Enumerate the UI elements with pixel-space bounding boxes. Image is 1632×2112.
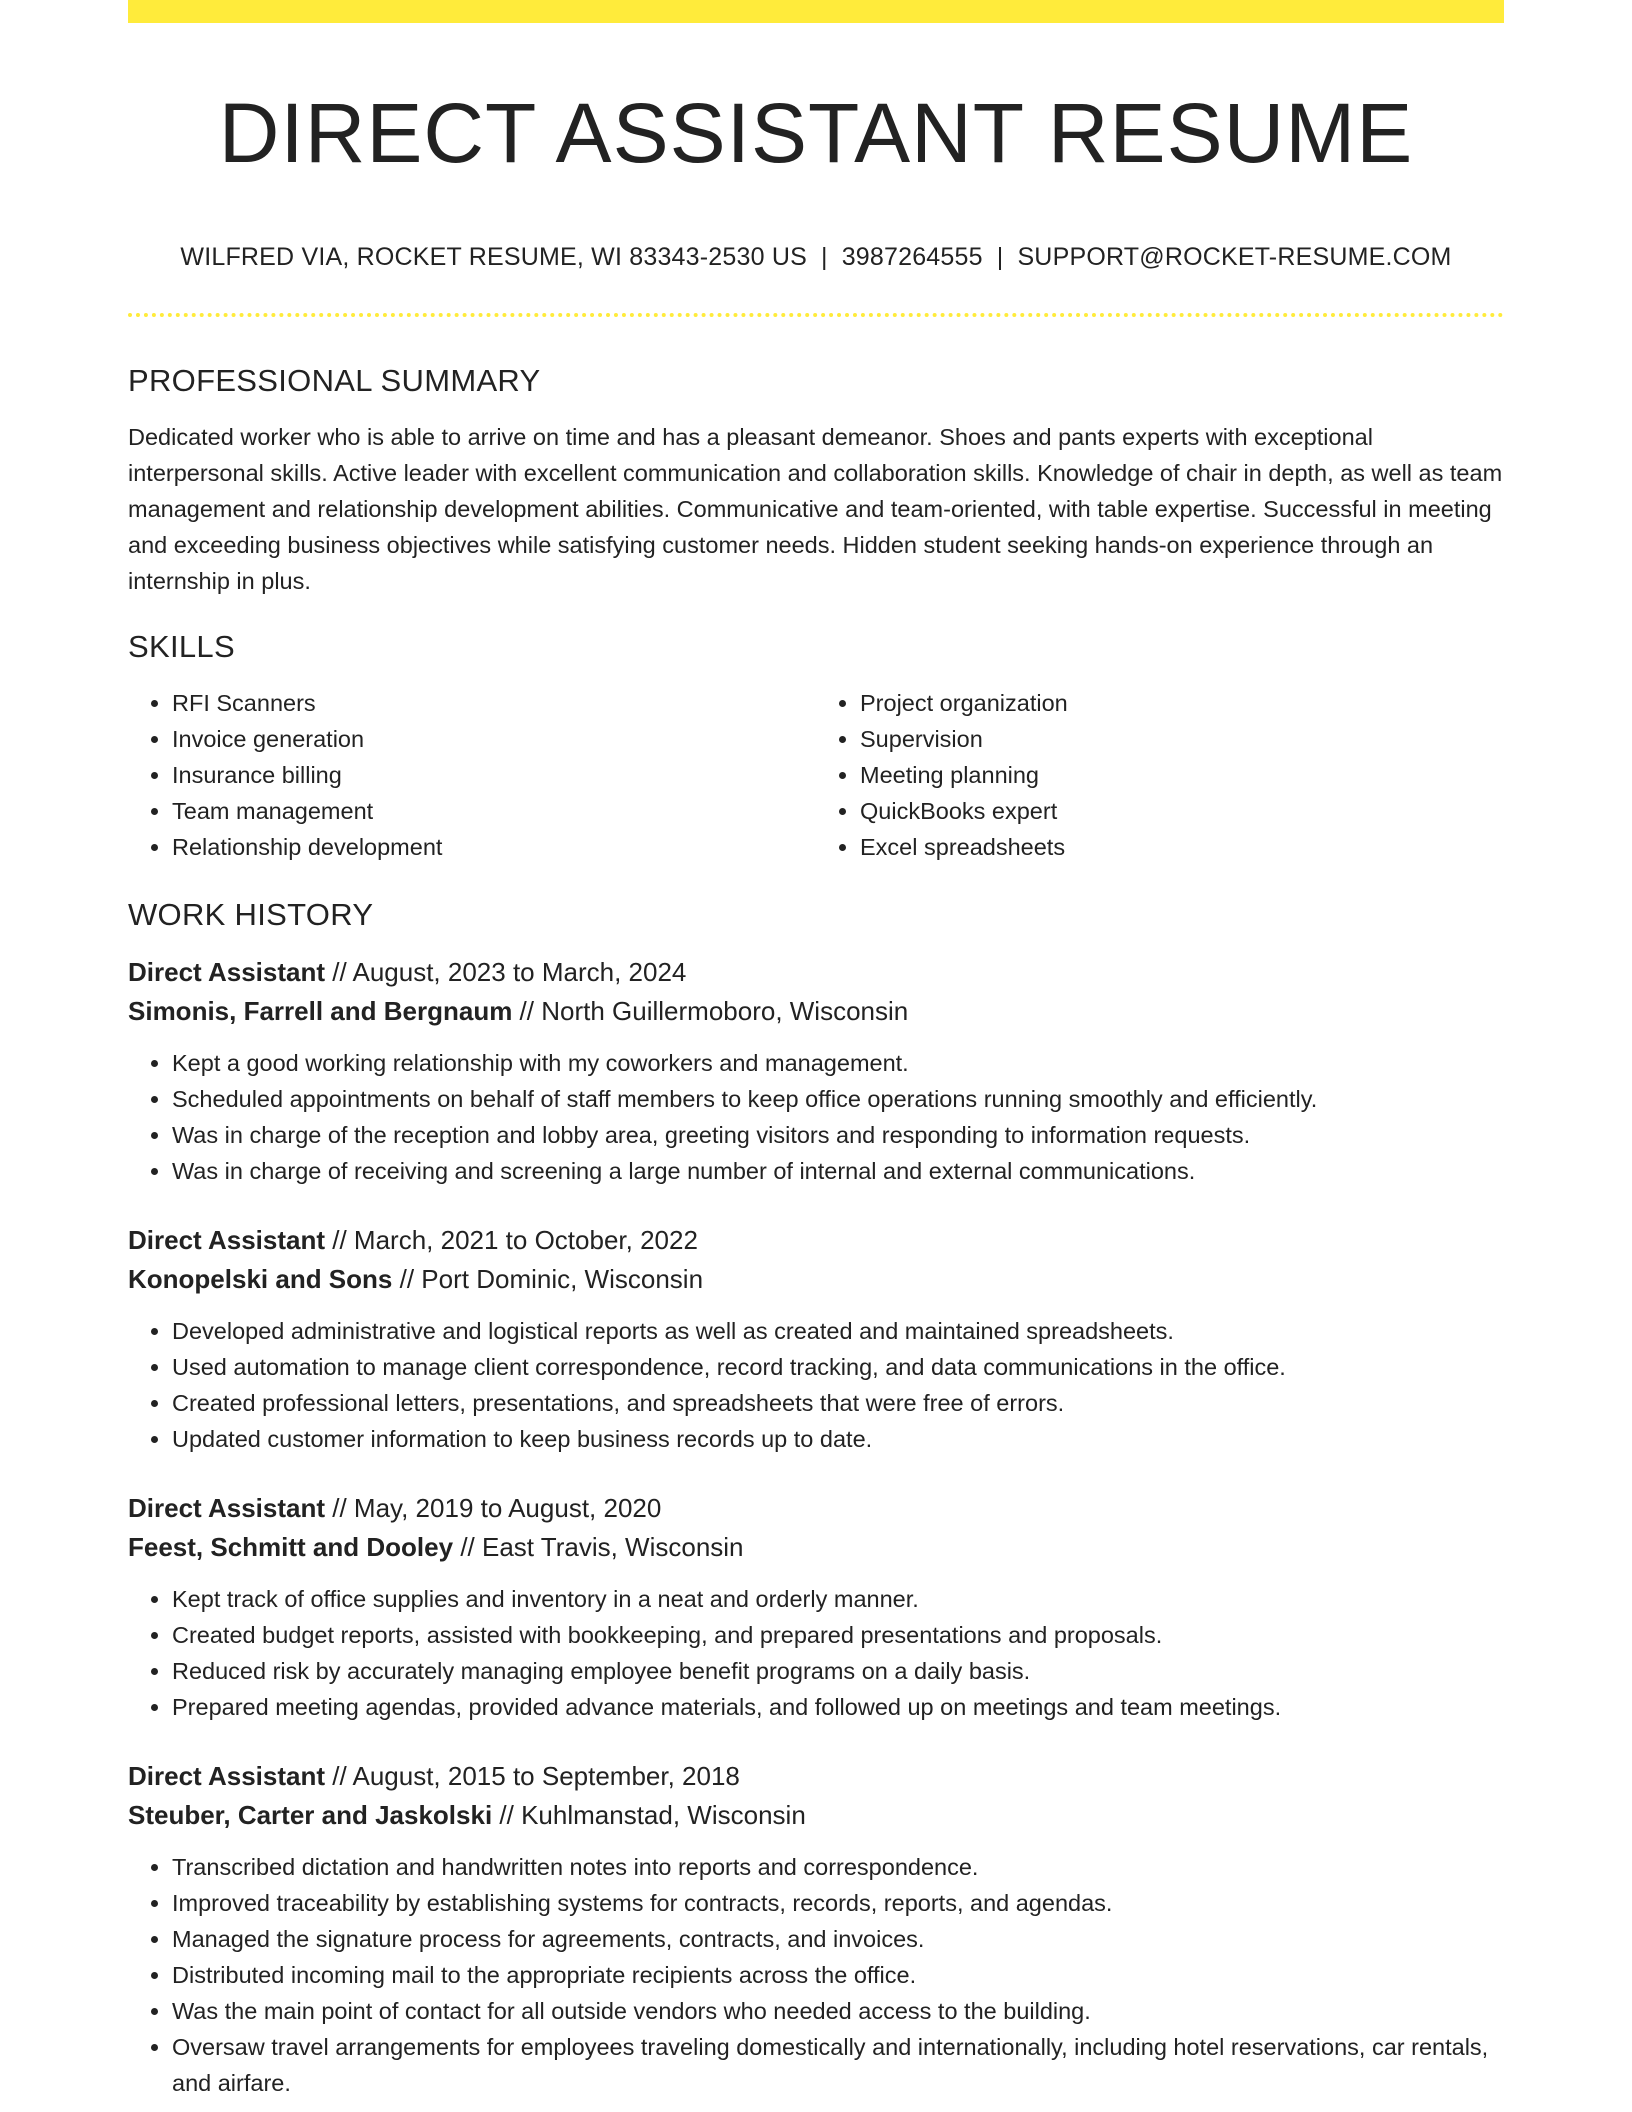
job-bullet: • Was in charge of receiving and screening a large number of internal and external communications. bbox=[172, 1153, 1504, 1189]
job-location: Kuhlmanstad, Wisconsin bbox=[521, 1800, 806, 1830]
job-separator: // bbox=[332, 957, 347, 987]
job-bullet: • Managed the signature process for agreements, contracts, and invoices. bbox=[172, 1921, 1504, 1957]
job-dates: August, 2015 to September, 2018 bbox=[352, 1761, 740, 1791]
job-company-line bbox=[128, 1260, 1504, 1299]
job-company: Konopelski and Sons bbox=[128, 1264, 393, 1294]
job-title: Direct Assistant bbox=[128, 1225, 325, 1255]
job-separator: // bbox=[499, 1800, 514, 1830]
job-bullet: • Prepared meeting agendas, provided advance materials, and followed up on meetings and team meetings. bbox=[172, 1689, 1504, 1725]
skill-item: • Supervision bbox=[860, 721, 1504, 757]
job-title: Direct Assistant bbox=[128, 1761, 325, 1791]
job-bullet: • Improved traceability by establishing systems for contracts, records, reports, and agendas. bbox=[172, 1885, 1504, 1921]
job-entry bbox=[128, 953, 1504, 1189]
job-bullet: • Distributed incoming mail to the appropriate recipients across the office. bbox=[172, 1957, 1504, 1993]
job-company: Feest, Schmitt and Dooley bbox=[128, 1532, 454, 1562]
job-separator: // bbox=[332, 1761, 347, 1791]
job-entry bbox=[128, 1221, 1504, 1457]
job-bullet: • Created professional letters, presentations, and spreadsheets that were free of errors. bbox=[172, 1385, 1504, 1421]
job-separator: // bbox=[332, 1225, 347, 1255]
contact-line bbox=[128, 241, 1504, 273]
job-bullet: • Developed administrative and logistical reports as well as created and maintained spreadsheets. bbox=[172, 1313, 1504, 1349]
job-bullet: • Oversaw travel arrangements for employees traveling domestically and internationally, including hotel reservations, car rentals, and airfare. bbox=[172, 2029, 1504, 2101]
contact-phone: 3987264555 bbox=[841, 243, 983, 271]
skill-item: • Insurance billing bbox=[172, 757, 816, 793]
resume-page bbox=[128, 0, 1504, 2101]
job-title: Direct Assistant bbox=[128, 1493, 325, 1523]
job-location: Port Dominic, Wisconsin bbox=[421, 1264, 704, 1294]
job-bullet-list bbox=[128, 1313, 1504, 1457]
job-bullet-list bbox=[128, 1581, 1504, 1725]
job-bullet-list bbox=[128, 1045, 1504, 1189]
contact-email: SUPPORT@ROCKET-RESUME.COM bbox=[1017, 243, 1452, 271]
job-bullet: • Created budget reports, assisted with bookkeeping, and prepared presentations and proposals. bbox=[172, 1617, 1504, 1653]
job-company-line bbox=[128, 992, 1504, 1031]
skill-item: • QuickBooks expert bbox=[860, 793, 1504, 829]
job-title: Direct Assistant bbox=[128, 957, 325, 987]
summary-text: Dedicated worker who is able to arrive on time and has a pleasant demeanor. Shoes and pants experts with exceptional interpersonal skills. Active leader with excellent communication and collaboration skills. Knowledge of chair in depth, as well as team management and relationship development abilities. Communicative and team-oriented, with table expertise. Successful in meeting and exceeding business objectives while satisfying customer needs. Hidden student seeking hands-on experience through an internship in plus. bbox=[128, 424, 1503, 594]
skills-heading: SKILLS bbox=[128, 629, 235, 664]
skill-item: • Excel spreadsheets bbox=[860, 829, 1504, 865]
job-bullet: • Kept a good working relationship with my coworkers and management. bbox=[172, 1045, 1504, 1081]
work-history-heading: WORK HISTORY bbox=[128, 897, 374, 932]
job-bullet: • Updated customer information to keep business records up to date. bbox=[172, 1421, 1504, 1457]
job-separator: // bbox=[399, 1264, 415, 1294]
job-bullet: • Transcribed dictation and handwritten notes into reports and correspondence. bbox=[172, 1849, 1504, 1885]
skill-item: • Project organization bbox=[860, 685, 1504, 721]
job-bullet: • Used automation to manage client correspondence, record tracking, and data communications in the office. bbox=[172, 1349, 1504, 1385]
job-dates: May, 2019 to August, 2020 bbox=[353, 1493, 662, 1523]
skills-column-right bbox=[816, 685, 1504, 865]
job-bullet: • Reduced risk by accurately managing employee benefit programs on a daily basis. bbox=[172, 1653, 1504, 1689]
contact-address: WILFRED VIA, ROCKET RESUME, WI 83343-2530 US bbox=[180, 243, 807, 271]
contact-separator: | bbox=[820, 243, 828, 271]
job-bullet: • Was in charge of the reception and lobby area, greeting visitors and responding to information requests. bbox=[172, 1117, 1504, 1153]
job-bullet-list bbox=[128, 1849, 1504, 2101]
summary-heading: PROFESSIONAL SUMMARY bbox=[128, 363, 541, 398]
job-separator: // bbox=[460, 1532, 475, 1562]
job-location: North Guillermoboro, Wisconsin bbox=[541, 996, 909, 1026]
document-title: DIRECT ASSISTANT RESUME bbox=[218, 86, 1414, 180]
job-separator: // bbox=[332, 1493, 347, 1523]
top-accent-bar bbox=[128, 0, 1504, 23]
skill-item: • RFI Scanners bbox=[172, 685, 816, 721]
job-bullet: • Was the main point of contact for all outside vendors who needed access to the building. bbox=[172, 1993, 1504, 2029]
job-separator: // bbox=[519, 996, 534, 1026]
skill-item: • Invoice generation bbox=[172, 721, 816, 757]
skill-item: • Relationship development bbox=[172, 829, 816, 865]
job-dates: March, 2021 to October, 2022 bbox=[353, 1225, 698, 1255]
job-bullet: • Kept track of office supplies and inventory in a neat and orderly manner. bbox=[172, 1581, 1504, 1617]
job-title-line bbox=[128, 1489, 1504, 1528]
job-bullet: • Scheduled appointments on behalf of staff members to keep office operations running smoothly and efficiently. bbox=[172, 1081, 1504, 1117]
dotted-divider bbox=[128, 313, 1504, 317]
job-company-line bbox=[128, 1528, 1504, 1567]
job-dates: August, 2023 to March, 2024 bbox=[352, 957, 687, 987]
skill-item: • Meeting planning bbox=[860, 757, 1504, 793]
job-company-line bbox=[128, 1796, 1504, 1835]
contact-separator: | bbox=[996, 243, 1004, 271]
job-title-line bbox=[128, 1221, 1504, 1260]
skill-item: • Team management bbox=[172, 793, 816, 829]
job-entry bbox=[128, 1489, 1504, 1725]
job-title-line bbox=[128, 1757, 1504, 1796]
job-entry bbox=[128, 1757, 1504, 2101]
job-company: Simonis, Farrell and Bergnaum bbox=[128, 996, 513, 1026]
skills-column-left bbox=[128, 685, 816, 865]
job-title-line bbox=[128, 953, 1504, 992]
job-company: Steuber, Carter and Jaskolski bbox=[128, 1800, 493, 1830]
job-location: East Travis, Wisconsin bbox=[482, 1532, 744, 1562]
skills-grid bbox=[128, 685, 1504, 865]
